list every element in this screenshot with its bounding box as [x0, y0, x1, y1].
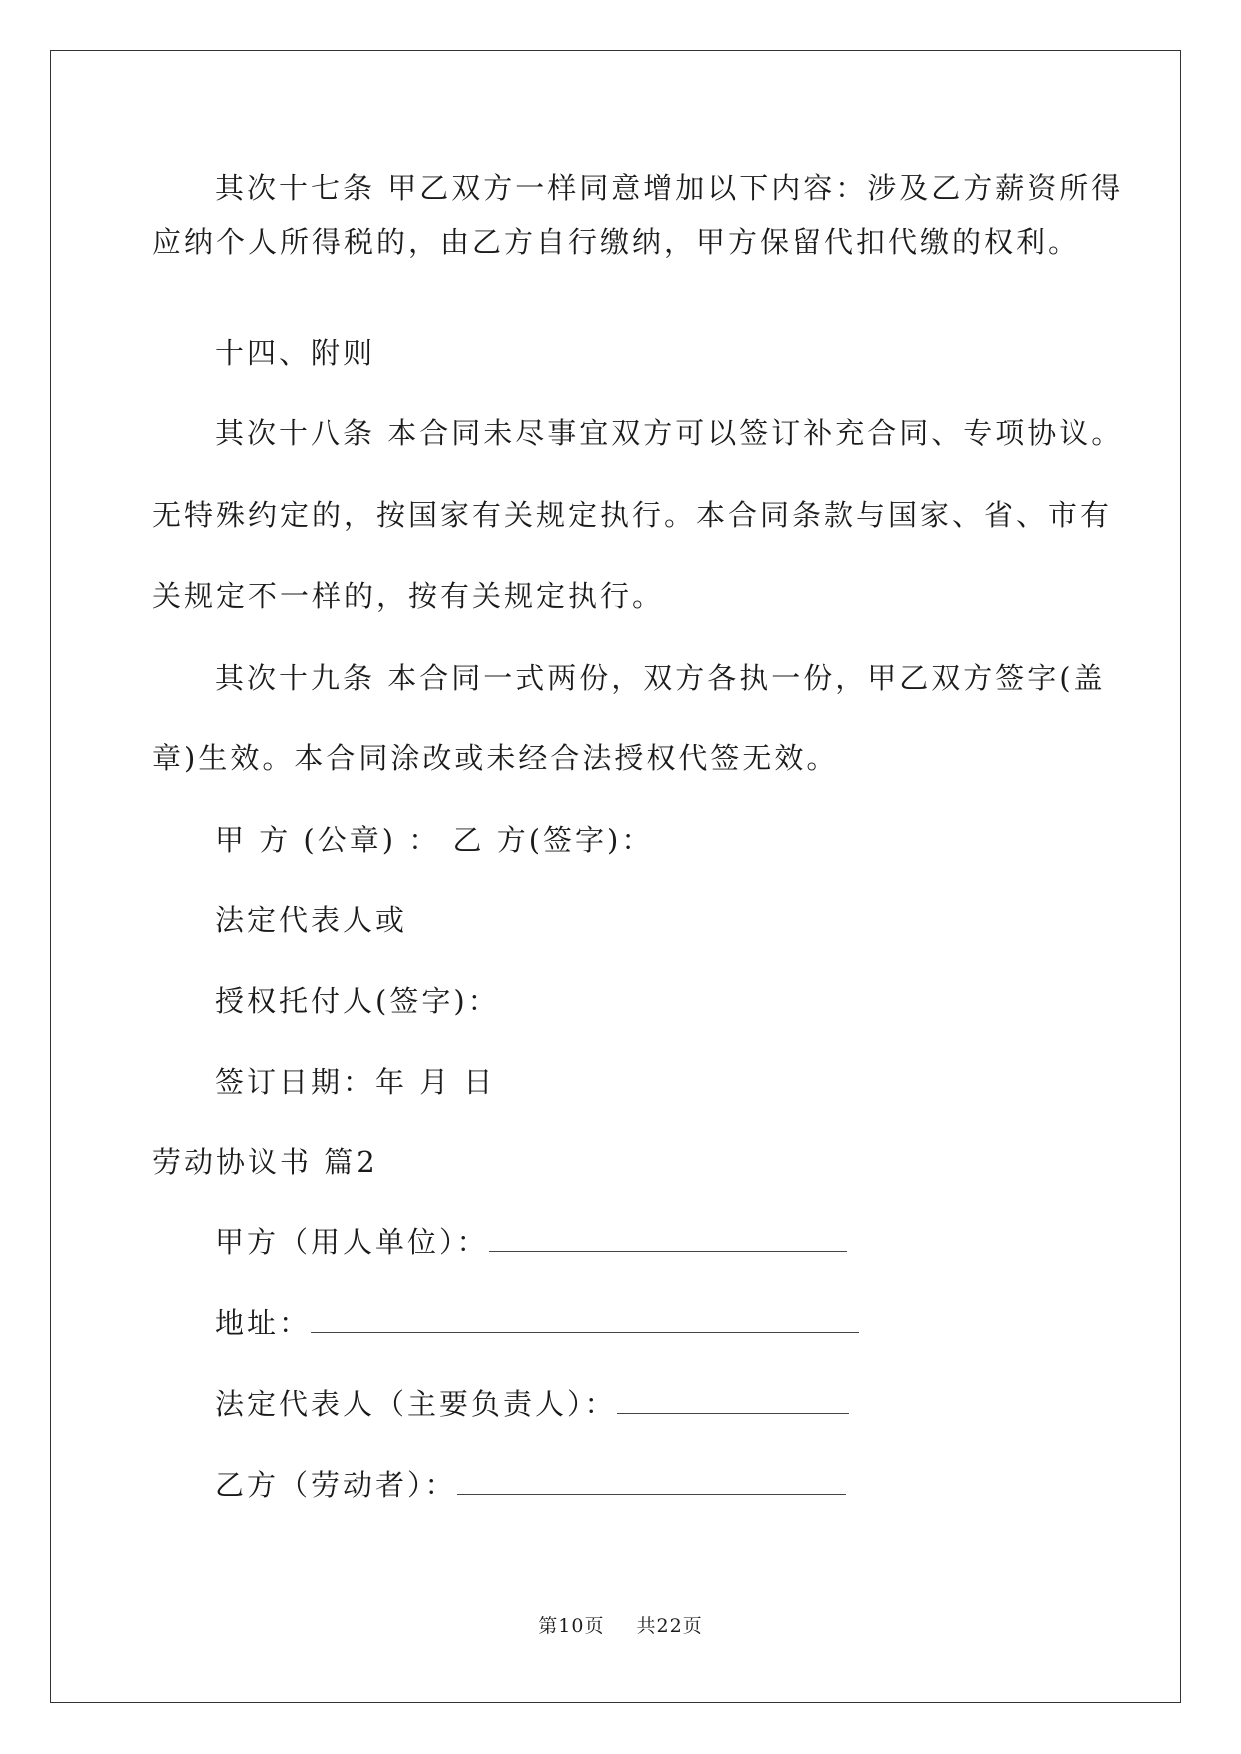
signature-line: 授权托付人(签字)： — [215, 984, 500, 1018]
paragraph-line: 应纳个人所得税的，由乙方自行缴纳，甲方保留代扣代缴的权利。 — [152, 225, 1081, 259]
section-heading: 十四、附则 — [215, 336, 376, 370]
signature-line: 甲 方 (公章) ： 乙 方(签字)： — [215, 823, 654, 857]
blank-line — [457, 1466, 846, 1495]
field-label: 乙方（劳动者）： — [215, 1468, 457, 1502]
page-number: 第10页 — [538, 1615, 605, 1637]
contract-title: 劳动协议书 篇2 — [152, 1145, 378, 1179]
page-footer — [0, 1614, 1241, 1638]
paragraph-line: 其次十八条 本合同未尽事宜双方可以签订补充合同、专项协议。 — [215, 416, 1124, 450]
field-label: 法定代表人（主要负责人）： — [215, 1387, 617, 1421]
form-field-employee — [215, 1465, 846, 1505]
page-total: 共22页 — [636, 1615, 703, 1637]
paragraph-line: 关规定不一样的，按有关规定执行。 — [152, 579, 665, 613]
blank-line — [311, 1304, 859, 1333]
blank-line — [489, 1223, 847, 1252]
field-label: 地址： — [215, 1306, 312, 1340]
form-field-address — [215, 1303, 859, 1343]
paragraph-line: 其次十九条 本合同一式两份，双方各执一份，甲乙双方签字(盖 — [215, 661, 1106, 695]
field-label: 甲方（用人单位）： — [215, 1225, 489, 1259]
page-border — [50, 50, 1181, 1703]
blank-line — [617, 1385, 849, 1414]
form-field-legal-rep — [215, 1384, 849, 1424]
signature-line: 法定代表人或 — [215, 903, 408, 937]
form-field-employer — [215, 1222, 847, 1262]
paragraph-line: 无特殊约定的，按国家有关规定执行。本合同条款与国家、省、市有 — [152, 498, 1113, 532]
paragraph-line: 其次十七条 甲乙双方一样同意增加以下内容：涉及乙方薪资所得 — [215, 171, 1124, 205]
paragraph-line: 章)生效。本合同涂改或未经合法授权代签无效。 — [152, 741, 839, 775]
date-line: 签订日期：年 月 日 — [215, 1065, 496, 1099]
